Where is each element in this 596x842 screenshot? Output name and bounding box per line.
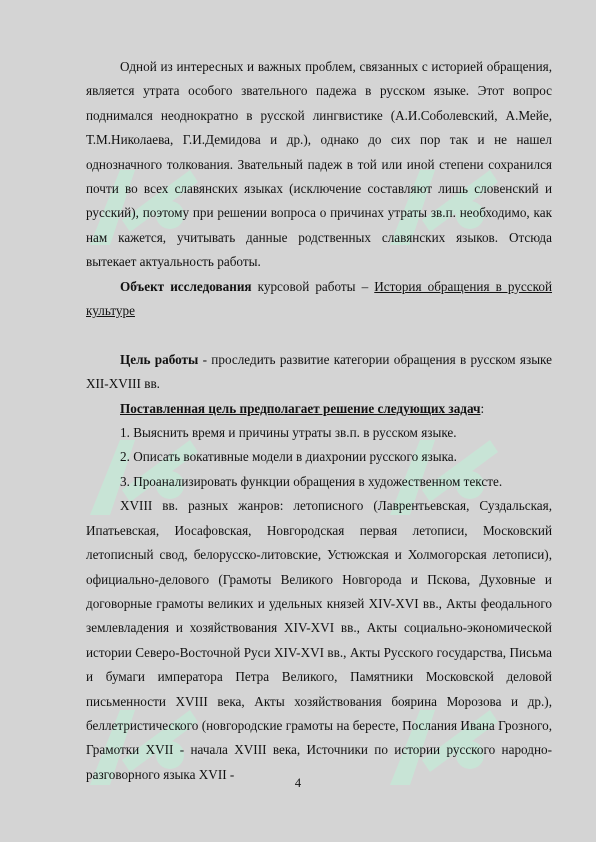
research-object-value: История обращения в русской культуре	[86, 278, 552, 319]
research-object-paragraph	[86, 275, 552, 324]
page-number: 4	[294, 776, 302, 790]
tasks-heading: Поставленная цель предполагает решение следующих задач	[120, 400, 481, 416]
goal-label: Цель работы	[120, 351, 199, 367]
blank-line	[86, 323, 552, 347]
research-object-connector: курсовой работы –	[251, 278, 375, 294]
goal-paragraph	[86, 348, 552, 397]
task-item: 2. Описать вокативные модели в диахронии русского языка.	[120, 449, 457, 465]
tasks-heading-colon: :	[480, 400, 485, 416]
document-body	[86, 55, 552, 787]
task-item: 1. Выяснить время и причины утраты зв.п. в русском языке.	[120, 425, 457, 441]
intro-paragraph: Одной из интересных и важных проблем, связанных с историей обращения, является утрата особого звательного падежа в русском языке. Этот вопрос поднимался неоднократно в русской лингвистике (А.И.Соболевский, А.Мейе, Т.М.Николаева, Г.И.Демидова и др.), однако до сих пор так и не нашел однозначного толкования. Звательный падеж в той или иной степени сохранился почти во всех славянских языках (исключение составляют лишь словенский и русский), поэтому при решении вопроса о причинах утраты зв.п. необходимо, как нам кажется, учитывать данные родственных славянских языков. Отсюда вытекает актуальность работы.	[86, 59, 552, 270]
task-item: 3. Проанализировать функции обращения в художественном тексте.	[120, 473, 503, 489]
research-object-label: Объект исследования	[120, 278, 252, 294]
sources-paragraph: XVIII вв. разных жанров: летописного (Лаврентьевская, Суздальская, Ипатьевская, Иосафовская, Новгородская первая летописи, Московский летописный свод, белорусско-литовские, Устюжская и Холмогорская летописи), официально-делового (Грамоты Великого Новгорода и Пскова, Духовные и договорные грамоты великих и удельных князей XIV-XVI вв., Акты феодального землевладения и хозяйствования XIV-XVI вв., Акты социально-экономической истории Северо-Восточной Руси XIV-XVI вв., Акты Русского государства, Письма и бумаги императора Петра Великого, Памятники Московской деловой письменности XVIII века, Акты хозяйствования боярина Морозова и др.), беллетристического (новгородские грамоты на бересте, Послания Ивана Грозного, Грамотки XVII - начала XVIII века, Источники по истории русского народно-разговорного языка XVII -	[86, 498, 552, 782]
goal-text: - проследить развитие категории обращения в русском языке XII-XVIII вв.	[86, 351, 552, 392]
tasks-heading-paragraph	[86, 397, 552, 421]
